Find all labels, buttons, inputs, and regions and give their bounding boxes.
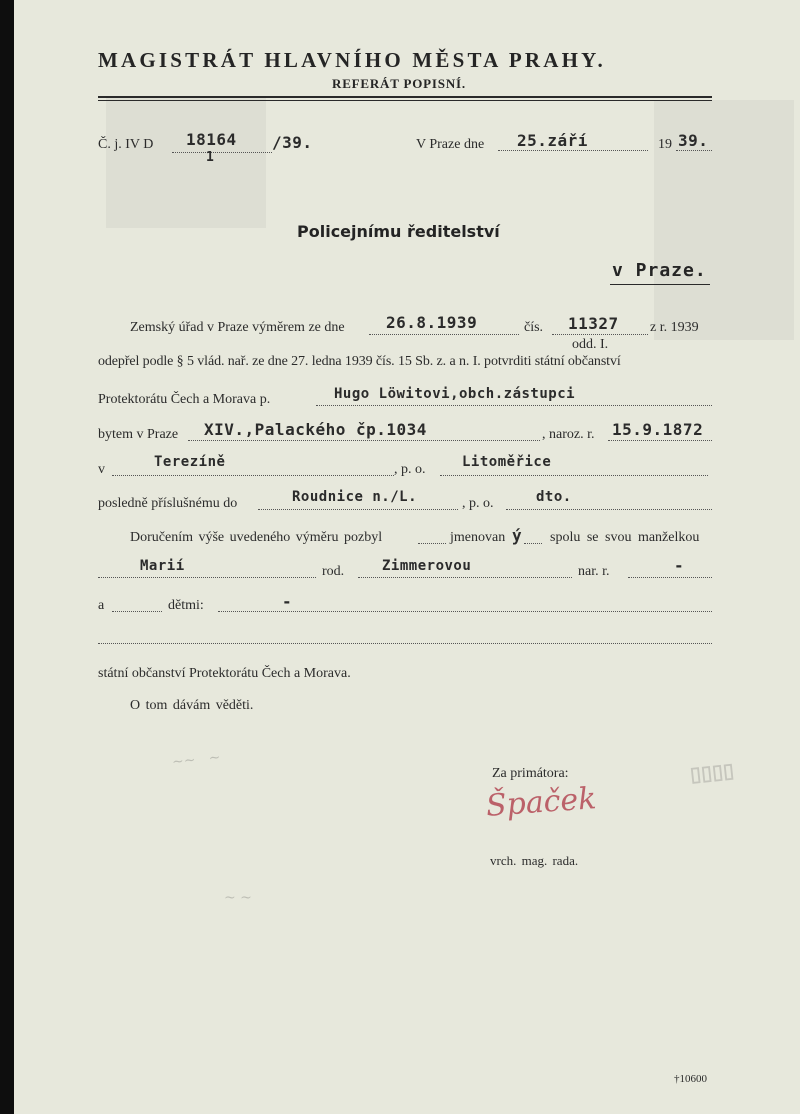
place-date-label: V Praze dne [416, 137, 485, 152]
signature: Špaček [484, 781, 598, 824]
po-label: , p. o. [394, 462, 426, 477]
decree-year: z r. 1939 [650, 320, 699, 335]
birth-district-dots [440, 475, 708, 476]
cj-label: Č. j. IV D [98, 137, 154, 152]
cj-year-suffix: /39. [272, 133, 313, 152]
body-line7-mid: jmenovan [450, 530, 506, 545]
paper-stain-right [654, 100, 794, 340]
body-line7-prefix: Doručením výše uvedeného výměru pozbyl [130, 530, 383, 545]
print-number: †10600 [674, 1073, 707, 1085]
body-line10: státní občanství Protektorátu Čech a Morava. [98, 666, 351, 681]
cis-label: čís. [524, 320, 544, 335]
department: odd. I. [572, 337, 609, 352]
body-line4-prefix: bytem v Praze [98, 427, 179, 442]
body-line2: odepřel podle § 5 vlád. nař. ze dne 27. ledna 1939 čís. 15 Sb. z. a n. I. potvrditi státní občanství [98, 354, 621, 369]
pencil-annotation: ~~ ~ [171, 749, 222, 771]
line7-dots [418, 543, 446, 544]
decree-date-dots [369, 334, 519, 335]
signature-for-label: Za primátora: [492, 766, 569, 781]
children-label: dětmi: [168, 598, 204, 613]
born-label: , naroz. r. [542, 427, 595, 442]
nar-label: nar. r. [578, 564, 610, 579]
city-underline [610, 284, 710, 285]
a-dots [112, 611, 162, 612]
address-dots [188, 440, 540, 441]
wife-birth: - [674, 556, 685, 575]
birth-date-dots [608, 440, 712, 441]
children-value: - [282, 592, 293, 611]
wife-birth-dots [628, 577, 712, 578]
header-rule-bottom [98, 100, 712, 101]
address: XIV.,Palackého čp.1034 [204, 420, 427, 439]
body-line6-prefix: posledně příslušnému do [98, 496, 238, 511]
children-dots [218, 611, 712, 612]
year-dots [676, 150, 712, 151]
birth-place-dots [112, 475, 394, 476]
gender-dots [524, 543, 542, 544]
blank-line-dots [98, 643, 712, 644]
birth-date: 15.9.1872 [612, 420, 704, 439]
body-line1-prefix: Zemský úřad v Praze výměrem ze dne [130, 320, 345, 335]
wife-maiden-dots [358, 577, 572, 578]
office-title: MAGISTRÁT HLAVNÍHO MĚSTA PRAHY. [98, 48, 607, 72]
cj-number: 18164 [186, 130, 237, 149]
body-line7-suffix: spolu se svou manželkou [550, 530, 700, 545]
office-subtitle: REFERÁT POPISNÍ. [332, 76, 466, 91]
decree-number: 11327 [568, 314, 619, 333]
addressee-city: v Praze. [612, 260, 707, 281]
birth-district: Litoměřice [462, 454, 552, 470]
date-dots [498, 150, 648, 151]
addressee-name: Policejnímu ředitelství [297, 222, 500, 241]
wife-name-dots [98, 577, 316, 578]
decree-number-dots [552, 334, 648, 335]
person-name: Hugo Löwitovi,obch.zástupci [334, 386, 576, 402]
pencil-annotation-2: ~ ~ [224, 890, 252, 906]
rod-label: rod. [322, 564, 345, 579]
domicile-district: dto. [536, 489, 572, 505]
person-dots [316, 405, 712, 406]
wife-maiden: Zimmerovou [382, 558, 472, 574]
header-rule-top [98, 96, 712, 98]
paper-stain [106, 98, 266, 228]
domicile: Roudnice n./L. [292, 489, 418, 505]
date-value: 25.září [517, 131, 588, 150]
domicile-dots [258, 509, 458, 510]
ghost-stamp: ▯▯▯▯ [689, 759, 736, 787]
birth-place: Terezíně [154, 454, 226, 470]
signature-title: vrch. mag. rada. [490, 853, 579, 868]
body-line5-prefix: v [98, 462, 105, 477]
domicile-district-dots [506, 509, 712, 510]
body-line11: O tom dávám věděti. [130, 698, 254, 713]
cj-sub-number: 1 [206, 150, 215, 165]
cj-dots [172, 152, 272, 153]
year-value: 39. [678, 131, 709, 150]
body-line3-prefix: Protektorátu Čech a Morava p. [98, 392, 271, 407]
a-label: a [98, 598, 105, 613]
year-prefix: 19 [658, 137, 672, 152]
po-label-2: , p. o. [462, 496, 494, 511]
gender-suffix: ý [512, 526, 523, 545]
document-page [14, 0, 800, 1114]
decree-date: 26.8.1939 [386, 313, 478, 332]
wife-name: Marií [140, 558, 185, 574]
